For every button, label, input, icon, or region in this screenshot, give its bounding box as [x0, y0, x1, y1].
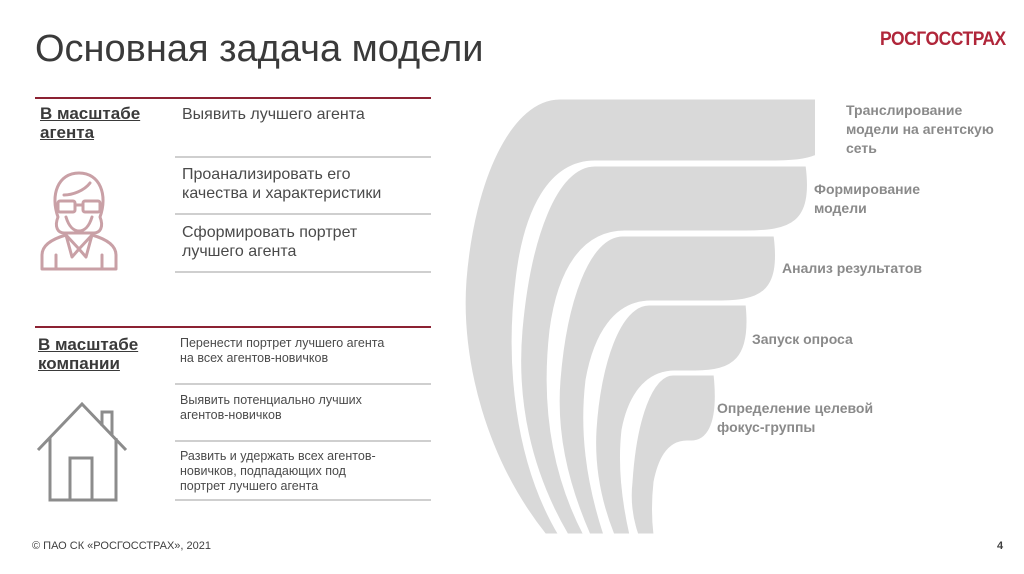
company-item-1-line-1: Перенести портрет лучшего агента: [180, 336, 385, 350]
company-item-3-line-1: Развить и удержать всех агентов-: [180, 449, 376, 463]
company-item-2-line-1: Выявить потенциально лучших: [180, 393, 362, 407]
agent-block-divider: [35, 97, 431, 99]
company-item-3: [180, 449, 376, 494]
company-item-1: [180, 336, 384, 366]
agent-item-2-line-2: качества и характеристики: [182, 185, 382, 202]
footer-copyright: © ПАО СК «РОСГОССТРАХ», 2021: [32, 540, 212, 552]
funnel-stage-1-line-3: сеть: [846, 140, 877, 156]
agent-item-separator: [175, 156, 431, 158]
agent-block-title: [40, 104, 140, 142]
company-logo: РОСГОССТРАХ: [880, 29, 1006, 50]
slide-title: Основная задача модели: [35, 28, 484, 70]
funnel-stage-2-line-1: Формирование: [814, 181, 920, 197]
funnel-stage-2: [814, 180, 920, 218]
company-block-title-line-1: В масштабе: [38, 335, 139, 354]
funnel-stage-4: [752, 330, 853, 349]
agent-block-title-line-1: В масштабе: [40, 104, 141, 123]
funnel-stage-3-line-1: Анализ результатов: [782, 260, 922, 276]
company-item-3-line-2: новичков, подпадающих под: [180, 464, 346, 478]
agent-item-2: [182, 165, 381, 203]
company-block-title: [38, 335, 138, 373]
agent-block-title-line-2: агента: [40, 123, 95, 142]
company-item-2-line-2: агентов-новичков: [180, 408, 282, 422]
company-item-separator: [175, 440, 431, 442]
funnel-stage-1-line-2: модели на агентскую: [846, 121, 994, 137]
company-item-separator: [175, 383, 431, 385]
funnel-stage-2-line-2: модели: [814, 200, 867, 216]
funnel-stage-3: [782, 259, 922, 278]
agent-item-2-line-1: Проанализировать его: [182, 166, 351, 183]
funnel-stage-5-line-2: фокус-группы: [717, 419, 816, 435]
agent-item-separator: [175, 213, 431, 215]
agent-item-3-line-2: лучшего агента: [182, 243, 297, 260]
funnel-stage-5-line-1: Определение целевой: [717, 400, 874, 416]
agent-item-1: [182, 105, 365, 124]
agent-item-3-line-1: Сформировать портрет: [182, 224, 358, 241]
funnel-stage-5: [717, 399, 873, 437]
company-block-title-line-2: компании: [38, 354, 120, 373]
agent-item-1-line-1: Выявить лучшего агента: [182, 106, 365, 123]
company-item-2: [180, 393, 362, 423]
woman-user-icon: [36, 165, 122, 273]
agent-item-3: [182, 223, 357, 261]
company-item-1-line-2: на всех агентов-новичков: [180, 351, 329, 365]
funnel-graphic: [455, 90, 815, 540]
house-icon: [36, 400, 132, 502]
company-item-separator: [175, 499, 431, 501]
funnel-stage-1-line-1: Транслирование: [846, 102, 963, 118]
funnel-stage-4-line-1: Запуск опроса: [752, 331, 853, 347]
company-block-divider: [35, 326, 431, 328]
page-number: 4: [997, 540, 1004, 552]
funnel-stage-1: [846, 101, 994, 158]
company-item-3-line-3: портрет лучшего агента: [180, 479, 319, 493]
agent-item-separator: [175, 271, 431, 273]
funnel-band-5: [630, 374, 716, 535]
